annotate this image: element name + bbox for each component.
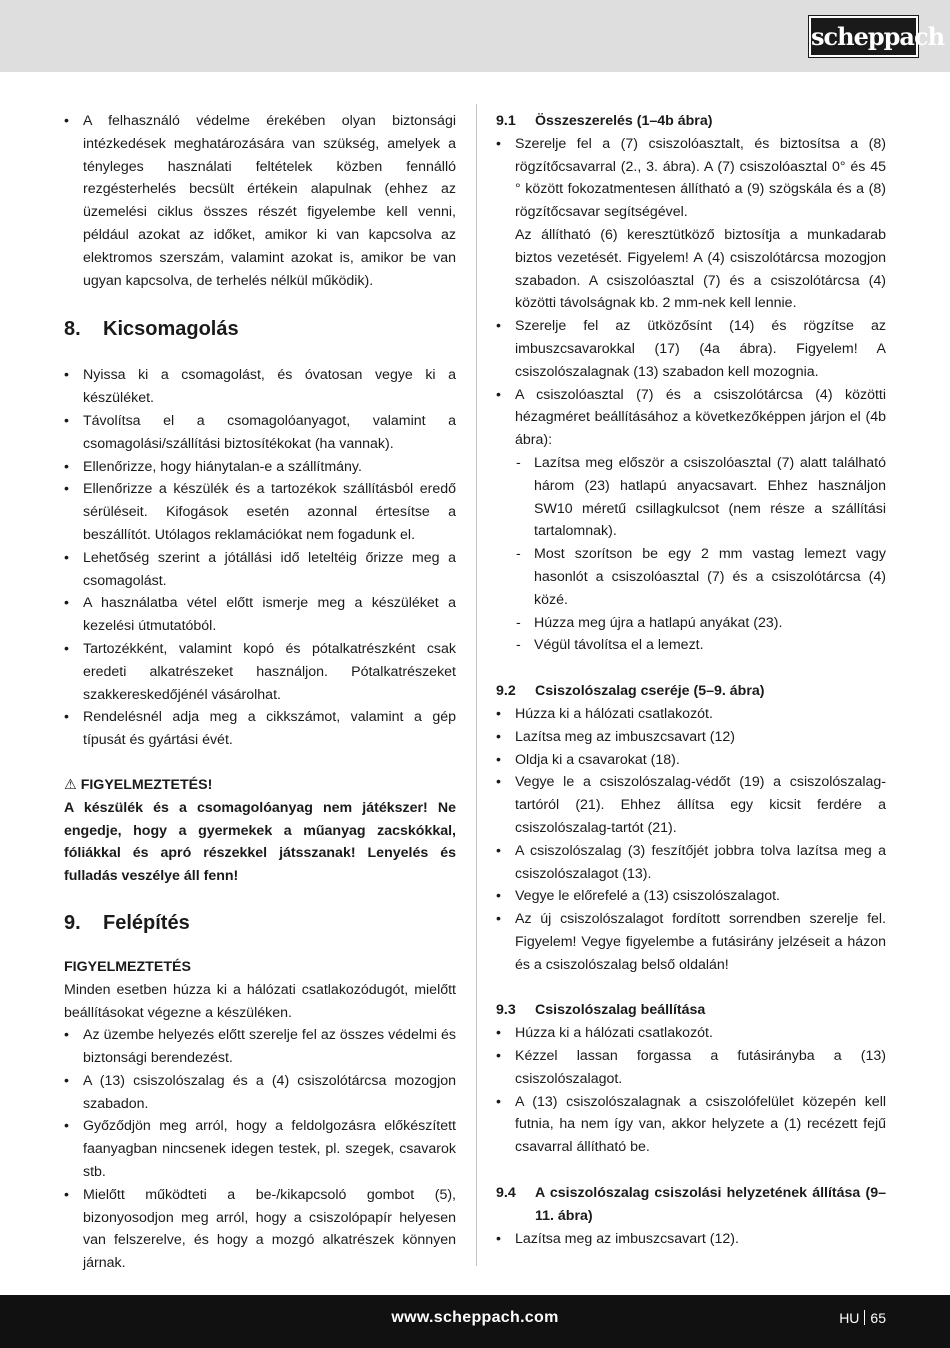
warning-heading: FIGYELMEZTETÉS (64, 958, 191, 975)
list-item: • Ellenőrizze a készülék és a tartozékok szállításból eredő sérüléseit. Kifogások esetén azonnal értesítse a beszállítót. Utólagos reklamációkat nem fogadunk el. (64, 478, 456, 546)
warning-intro: Minden esetben húzza ki a hálózati csatlakozódugót, mielőtt beállításokat végezne a készüléken. (64, 981, 456, 1021)
list-item: • A csiszolószalag (3) feszítőjét jobbra tolva lazítsa meg a csiszolószalagot (13). (496, 840, 886, 886)
section-9-3-heading (496, 999, 886, 1022)
column-divider (476, 104, 477, 1266)
assembly-list-2 (496, 315, 886, 452)
gap-adjust-steps (496, 452, 886, 657)
section-number: 9.3 (496, 1002, 516, 1019)
section-number: 9.2 (496, 683, 516, 700)
list-item: • Lazítsa meg az imbuszcsavart (12). (496, 1228, 886, 1251)
header-bar (0, 0, 950, 72)
belt-position-list (496, 1228, 886, 1251)
section-9-4-heading (496, 1182, 886, 1228)
assembly-prep-list (64, 1024, 456, 1275)
section-title: Csiszolószalag beállítása (535, 1002, 706, 1019)
section-8-heading (64, 316, 456, 342)
list-item: • Kézzel lassan forgassa a futásirányba a (13) csiszolószalagot. (496, 1045, 886, 1091)
warning-text: A készülék és a csomagolóanyag nem játékszer! Ne engedje, hogy a gyermekek a műanyag zacskókkal, fóliákkal és apró részekkel játsszanak! Lenyelés és fulladás veszélye áll fenn! (64, 799, 456, 885)
brand-logo: scheppach (809, 16, 918, 57)
belt-adjust-list (496, 1022, 886, 1159)
step-item: - Végül távolítsa el a lemezt. (515, 634, 886, 657)
list-item: • Az új csiszolószalagot fordított sorrendben szerelje fel. Figyelem! Vegye figyelembe a futásirány jelzéseit a házon és a csiszolószalag belső oldalán! (496, 908, 886, 976)
list-item: • Távolítsa el a csomagolóanyagot, valamint a csomagolási/szállítási biztosítékokat (ha vannak). (64, 410, 456, 456)
list-item: • Az üzembe helyezés előtt szerelje fel az összes védelmi és biztonsági berendezést. (64, 1024, 456, 1070)
step-item: - Most szorítson be egy 2 mm vastag lemezt vagy hasonlót a csiszolóasztal (7) és a csiszolótárcsa (4) közé. (515, 543, 886, 611)
list-item: • Mielőtt működteti a be-/kikapcsoló gombot (5), bizonyosodjon meg arról, hogy a csiszolópapír helyesen van felszerelve, és hogy a mozgó alkatrészek könnyen járnak. (64, 1184, 456, 1275)
list-item: • Rendelésnél adja meg a cikkszámot, valamint a gép típusát és gyártási évét. (64, 706, 456, 752)
list-item: • Lehetőség szerint a jótállási idő leteltéig őrizze meg a csomagolást. (64, 547, 456, 593)
step-item: - Lazítsa meg először a csiszolóasztal (7) alatt található három (23) hatlapú anyacsavart. Ehhez használjon SW10 méretű csillagkulcsot (nem része a szállítási tartalomnak). (515, 452, 886, 543)
list-item: • A (13) csiszolószalag és a (4) csiszolótárcsa mozogjon szabadon. (64, 1070, 456, 1116)
list-item: • Szerelje fel az ütközősínt (14) és rögzítse az imbuszcsavarokkal (17) (4a ábra). Figyelem! A csiszolószalagnak (13) szabadon kell mozognia. (496, 315, 886, 383)
list-item: • Tartozékként, valamint kopó és pótalkatrészként csak eredeti alkatrészeket használjon. Pótalkatrészeket szakkereskedőjénél vásárolhat. (64, 638, 456, 706)
right-column (496, 110, 886, 1250)
section-title: Kicsomagolás (103, 318, 239, 341)
website-url: www.scheppach.com (391, 1309, 559, 1326)
section-number: 9.4 (496, 1185, 516, 1202)
list-item: • Szerelje fel a (7) csiszolóasztalt, és biztosítsa a (8) rögzítőcsavarral (2., 3. ábra). A (7) csiszolóasztal 0° és 45 ° között fokozatmentesen állítható a (9) szögskála és a (8) rögzítőcsavar segítségével. (496, 133, 886, 224)
list-item: • Nyissa ki a csomagolást, és óvatosan vegye ki a készüléket. (64, 364, 456, 410)
assembly-list (496, 133, 886, 224)
section-title: Felépítés (103, 911, 190, 934)
section-title: A csiszolószalag csiszolási helyzetének állítása (9–11. ábra) (535, 1185, 886, 1224)
list-item: • A csiszolóasztal (7) és a csiszolótárcsa (4) közötti hézagméret beállításához a következőképpen járjon el (4b ábra): (496, 384, 886, 452)
list-item: • Győződjön meg arról, hogy a feldolgozásra előkészített faanyagban nincsenek idegen testek, pl. szegek, csavarok stb. (64, 1115, 456, 1183)
section-title: Csiszolószalag cseréje (5–9. ábra) (535, 683, 765, 700)
intro-list (64, 110, 456, 292)
unpacking-list (64, 364, 456, 752)
section-number: 9.1 (496, 113, 516, 129)
list-item-continuation: Az állítható (6) keresztütköző biztosítja a munkadarab biztos vezetését. Figyelem! A (4) csiszolótárcsa mozogjon szabadon. A csiszolóasztal (7) és a csiszolótárcsa (4) közötti távolságnak kb. 2 mm-nek kell lennie. (515, 226, 886, 312)
list-item: • Húzza ki a hálózati csatlakozót. (496, 1022, 886, 1045)
left-column (64, 110, 456, 1275)
list-item: • Ellenőrizze, hogy hiánytalan-e a szállítmány. (64, 456, 456, 479)
list-item: • Vegye le előrefelé a (13) csiszolószalagot. (496, 885, 886, 908)
list-item: • A (13) csiszolószalagnak a csiszolófelület közepén kell futnia, ha nem így van, akkor helyzete a (1) recézett fejű csavarral állítható be. (496, 1091, 886, 1159)
list-item: • A használatba vétel előtt ismerje meg a készüléket a kezelési útmutatóból. (64, 592, 456, 638)
section-9-heading (64, 910, 456, 936)
separator (864, 1310, 865, 1325)
list-item: • Oldja ki a csavarokat (18). (496, 749, 886, 772)
section-title: Összeszerelés (1–4b ábra) (535, 113, 713, 129)
list-item: • A felhasználó védelme érekében olyan biztonsági intézkedések meghatározására van szükség, amelyek a tényleges használati feltételek közben fennálló rezgésterhelés becsült értékein alapulnak (ehhez az üzemelési ciklus összes részét figyelembe kell venni, például azokat az időket, amikor ki van kapcsolva az elektromos szerszám, valamint azokat is, amikor be van ugyan kapcsolva, de terhelés nélkül működik). (64, 110, 456, 292)
list-item: • Húzza ki a hálózati csatlakozót. (496, 703, 886, 726)
language-code: HU (839, 1310, 860, 1326)
page-indicator (839, 1310, 886, 1326)
section-number: 8. (64, 318, 81, 341)
list-item: • Vegye le a csiszolószalag-védőt (19) a csiszolószalag-tartóról (21). Ehhez állítsa egy kicsit ferdére a csiszolószalag-tartót (21). (496, 771, 886, 839)
warning-title: ⚠ FIGYELMEZTETÉS! (64, 776, 213, 793)
list-item: • Lazítsa meg az imbuszcsavart (12) (496, 726, 886, 749)
section-9-2-heading (496, 680, 886, 703)
belt-change-list (496, 703, 886, 977)
section-9-1-heading (496, 110, 886, 133)
step-item: - Húzza meg újra a hatlapú anyákat (23). (515, 612, 886, 635)
page-number: 65 (870, 1310, 886, 1326)
warning-triangle-icon: ⚠ (64, 776, 77, 793)
footer-bar (0, 1295, 950, 1348)
section-number: 9. (64, 911, 81, 934)
